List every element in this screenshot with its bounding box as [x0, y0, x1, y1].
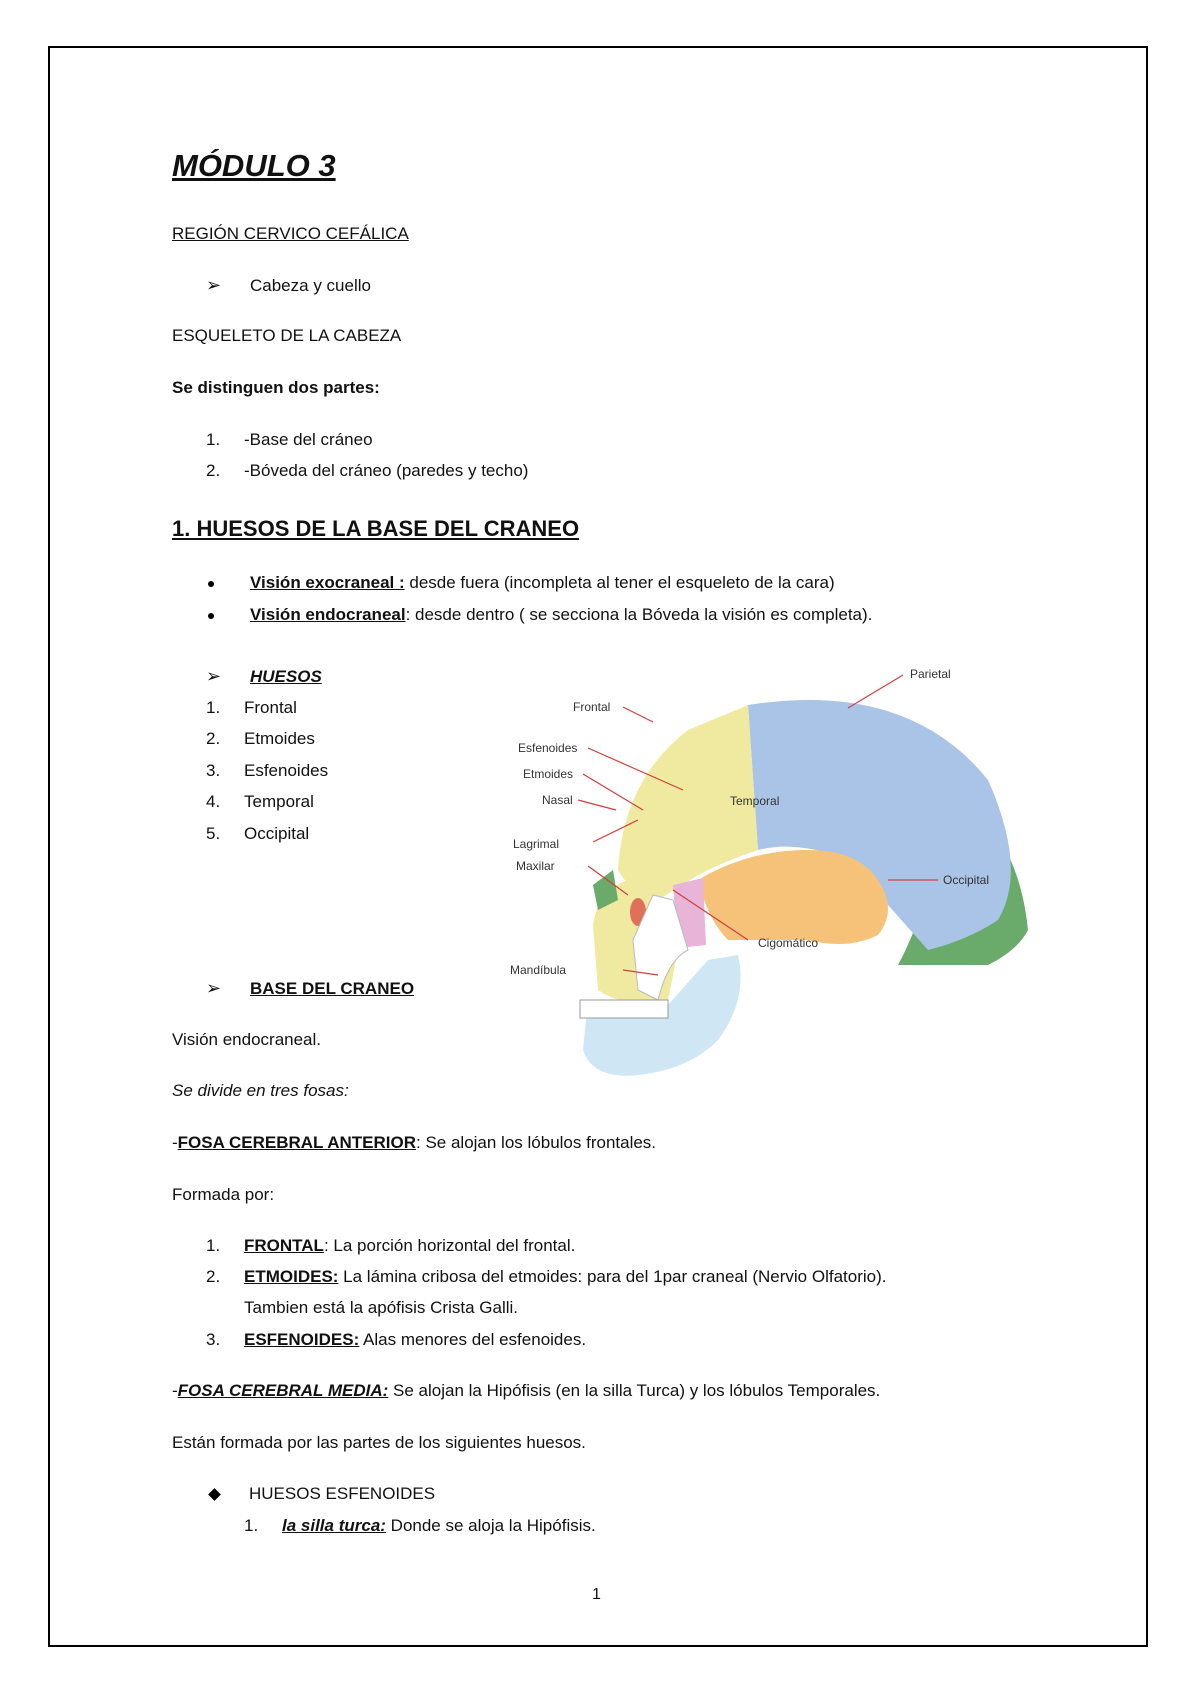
label-etmoides: Etmoides — [523, 767, 574, 781]
skull-illustration — [510, 667, 1078, 1100]
huesos-esfenoides: HUESOS ESFENOIDES — [206, 1484, 435, 1504]
label-parietal: Parietal — [910, 667, 951, 681]
page-title: MÓDULO 3 — [172, 148, 336, 183]
fosa-media: -FOSA CEREBRAL MEDIA: Se alojan la Hipófisis (en la silla Turca) y los lóbulos Temporales. — [172, 1381, 881, 1400]
bullet-cabeza: ➢ Cabeza y cuello — [206, 275, 371, 295]
formada-por: Formada por: — [172, 1185, 275, 1204]
esqueleto-heading: ESQUELETO DE LA CABEZA — [172, 326, 402, 345]
list-item: 1. -Base del cráneo — [206, 430, 373, 449]
list-item: 2. ETMOIDES: La lámina cribosa del etmoides: para del 1par craneal (Nervio Olfatorio). — [206, 1267, 887, 1286]
region-heading: REGIÓN CERVICO CEFÁLICA — [172, 224, 409, 243]
section-heading: 1. HUESOS DE LA BASE DEL CRANEO — [172, 516, 580, 541]
se-divide-text: Se divide en tres fosas: — [172, 1081, 349, 1100]
label-temporal: Temporal — [730, 794, 780, 808]
base-heading: ➢ BASE DEL CRANEO — [206, 978, 415, 998]
label-mandibula: Mandíbula — [510, 963, 567, 977]
label-lagrimal: Lagrimal — [513, 837, 560, 851]
bullet-dot-icon — [208, 613, 214, 619]
bullet-dot-icon — [208, 581, 214, 587]
arrow-bullet-icon: ➢ — [206, 275, 222, 295]
vision-endo-text: Visión endocraneal. — [172, 1030, 322, 1049]
label-cigomatico: Cigomático — [758, 936, 819, 950]
list-item: 1. la silla turca: Donde se aloja la Hipófisis. — [244, 1516, 596, 1535]
arrow-bullet-icon: ➢ — [206, 978, 222, 998]
label-occipital: Occipital — [943, 873, 990, 887]
arrow-bullet-icon: ➢ — [206, 666, 222, 686]
vision-exocraneal: Visión exocraneal : desde fuera (incompleta al tener el esqueleto de la cara) — [206, 573, 835, 593]
label-nasal: Nasal — [542, 793, 573, 807]
label-frontal: Frontal — [573, 700, 611, 714]
huesos-heading: ➢ HUESOS — [206, 666, 322, 686]
list-item-continuation: Tambien está la apófisis Crista Galli. — [244, 1298, 519, 1317]
list-item: 1. FRONTAL: La porción horizontal del frontal. — [206, 1236, 576, 1255]
label-maxilar: Maxilar — [516, 859, 555, 873]
list-item: 3. ESFENOIDES: Alas menores del esfenoides. — [206, 1330, 587, 1349]
list-item: 1. Frontal — [206, 698, 297, 717]
list-item: 3. Esfenoides — [206, 761, 329, 780]
list-item: 2. Etmoides — [206, 729, 315, 748]
list-item: 5. Occipital — [206, 824, 310, 843]
distinguen-text: Se distinguen dos partes: — [172, 378, 380, 397]
page-number: 1 — [592, 1586, 601, 1603]
estan-formada: Están formada por las partes de los siguientes huesos. — [172, 1433, 586, 1452]
list-item: 2. -Bóveda del cráneo (paredes y techo) — [206, 461, 529, 480]
fosa-anterior: -FOSA CEREBRAL ANTERIOR: Se alojan los lóbulos frontales. — [172, 1133, 657, 1152]
vision-endocraneal: Visión endocraneal: desde dentro ( se secciona la Bóveda la visión es completa). — [206, 605, 872, 625]
diamond-bullet-icon — [208, 1488, 221, 1501]
list-item: 4. Temporal — [206, 792, 314, 811]
label-esfenoides: Esfenoides — [518, 741, 578, 755]
